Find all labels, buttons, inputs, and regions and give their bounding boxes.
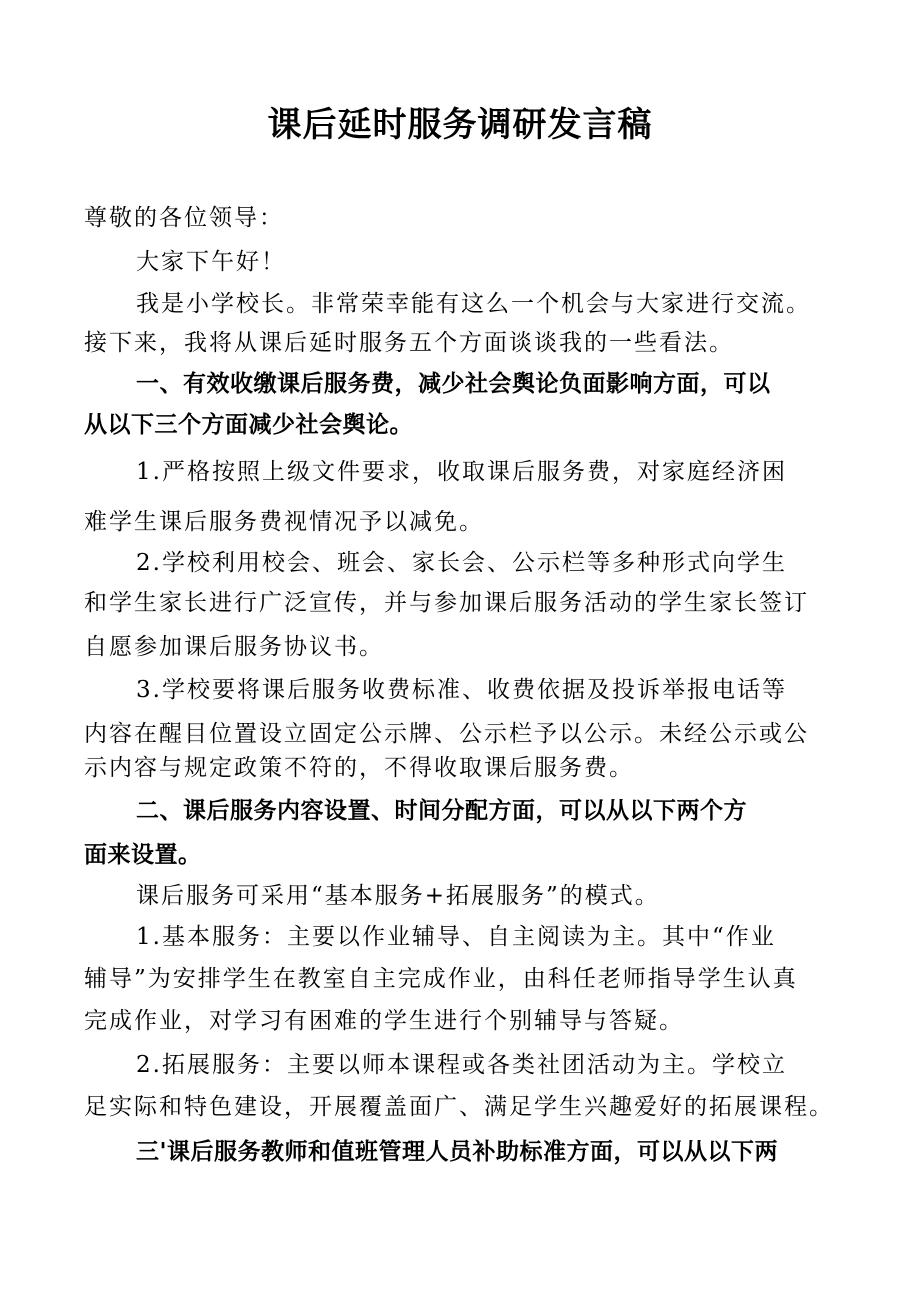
document-title: 课后延时服务调研发言稿 [267, 105, 653, 145]
paragraph-line: 自愿参加课后服务协议书。 [84, 634, 384, 660]
paragraph-line: 3.学校要将课后服务收费标准、收费依据及投诉举报电话等 [136, 677, 787, 703]
paragraph-line: 难学生课后服务费视情况予以减免。 [84, 509, 484, 535]
intro-line-2: 接下来，我将从课后延时服务五个方面谈谈我的一些看法。 [84, 330, 734, 356]
paragraph-line: 1.基本服务：主要以作业辅导、自主阅读为主。其中“作业 [136, 924, 776, 950]
greeting: 大家下午好！ [136, 249, 286, 275]
section-heading-3: 三'课后服务教师和值班管理人员补助标准方面，可以从以下两 [136, 1139, 779, 1165]
paragraph-line: 2.拓展服务：主要以师本课程或各类社团活动为主。学校立 [136, 1052, 787, 1078]
paragraph-line: 课后服务可采用“基本服务+拓展服务”的模式。 [136, 883, 660, 909]
paragraph-line: 辅导”为安排学生在教室自主完成作业，由科任老师指导学生认真 [84, 966, 798, 992]
paragraph-line: 足实际和特色建设，开展覆盖面广、满足学生兴趣爱好的拓展课程。 [84, 1094, 834, 1120]
paragraph-line: 1.严格按照上级文件要求，收取课后服务费，对家庭经济困 [136, 459, 787, 485]
paragraph-line: 2.学校利用校会、班会、家长会、公示栏等多种形式向学生 [136, 550, 787, 576]
paragraph-line: 完成作业，对学习有困难的学生进行个别辅导与答疑。 [84, 1008, 684, 1034]
paragraph-line: 内容在醒目位置设立固定公示牌、公示栏予以公示。未经公示或公 [84, 721, 809, 747]
salutation: 尊敬的各位领导： [84, 205, 284, 231]
section-heading-2-cont: 面来设置。 [84, 842, 202, 868]
section-heading-1-cont: 从以下三个方面减少社会舆论。 [84, 412, 413, 438]
section-heading-2: 二、课后服务内容设置、时间分配方面，可以从以下两个方 [136, 798, 747, 824]
paragraph-line: 示内容与规定政策不符的，不得收取课后服务费。 [84, 755, 634, 781]
paragraph-line: 和学生家长进行广泛宣传，并与参加课后服务活动的学生家长签订 [84, 590, 809, 616]
intro-line-1: 我是小学校长。非常荣幸能有这么一个机会与大家进行交流。 [136, 291, 811, 317]
section-heading-1: 一、有效收缴课后服务费，减少社会舆论负面影响方面，可以 [136, 371, 771, 397]
